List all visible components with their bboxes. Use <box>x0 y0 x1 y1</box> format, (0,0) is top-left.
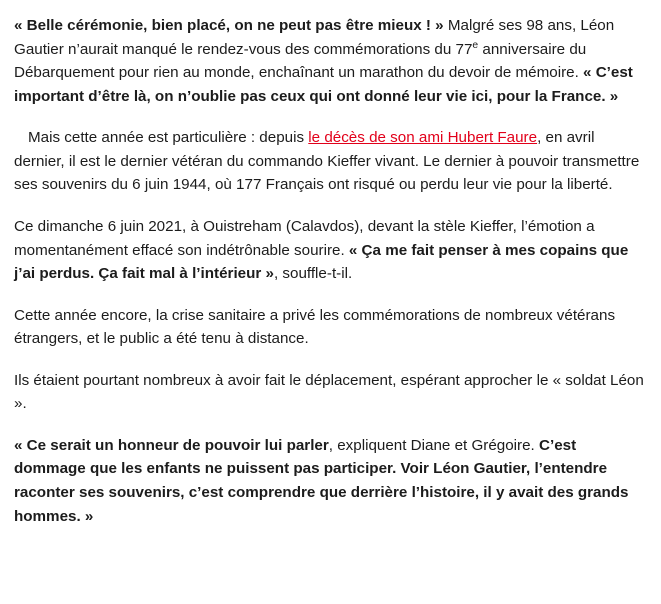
paragraph-2 <box>14 126 645 197</box>
pull-quote-emotion: « Ça me fait penser à mes copains que j’ai perdus. Ça fait mal à l’intérieur » <box>14 241 629 283</box>
ordinal-superscript: e <box>472 39 479 51</box>
paragraph-3-text-a: Ce dimanche 6 juin 2021, à Ouistreham (Calavdos), devant la stèle Kieffer, l’émotion a momentanément effacé son indétrônable sourire. <box>14 217 595 259</box>
related-article-link[interactable]: le décès de son ami Hubert Faure <box>308 129 538 147</box>
pull-quote-opening: « Belle cérémonie, bien placé, on ne peut pas être mieux ! » <box>14 17 444 34</box>
pull-quote-visitors-a: « Ce serait un honneur de pouvoir lui parler <box>14 436 329 454</box>
paragraph-1-text-a: Malgré ses 98 ans, Léon Gautier n’aurait manqué le rendez-vous des commémorations du 77 <box>14 17 615 58</box>
paragraph-6-text-a: , expliquent Diane et Grégoire. <box>328 436 539 454</box>
paragraph-3-text-b: , souffle-t-il. <box>273 265 353 283</box>
paragraph-5: Ils étaient pourtant nombreux à avoir fait le déplacement, espérant approcher le « soldat Léon ». <box>14 371 644 413</box>
paragraph-3 <box>14 215 645 286</box>
paragraph-2-text-a: Mais cette année est particulière : depuis <box>28 129 309 147</box>
paragraph-2-text-b: , en avril dernier, il est le dernier vétéran du commando Kieffer vivant. Le dernier à pouvoir transmettre ses souvenirs du 6 juin 1944, où 177 Français ont risqué ou perdu leur vie pour la liberté. <box>14 129 640 194</box>
paragraph-1-text-b: anniversaire du Débarquement pour rien au monde, enchaînant un marathon du devoir de mémoire. <box>14 40 587 82</box>
pull-quote-closing: « C’est important d’être là, on n’oublie pas ceux qui ont donné leur vie ici, pour la France. » <box>14 64 633 105</box>
paragraph-1 <box>14 14 645 108</box>
paragraph-6 <box>14 434 645 528</box>
pull-quote-visitors-b: C’est dommage que les enfants ne puissent pas participer. Voir Léon Gautier, l’entendre raconter ses souvenirs, c’est comprendre que derrière l’histoire, il y avait des grands hommes. » <box>14 436 629 525</box>
paragraph-4: Cette année encore, la crise sanitaire a privé les commémorations de nombreux vétérans étrangers, et le public a été tenu à distance. <box>14 306 616 348</box>
